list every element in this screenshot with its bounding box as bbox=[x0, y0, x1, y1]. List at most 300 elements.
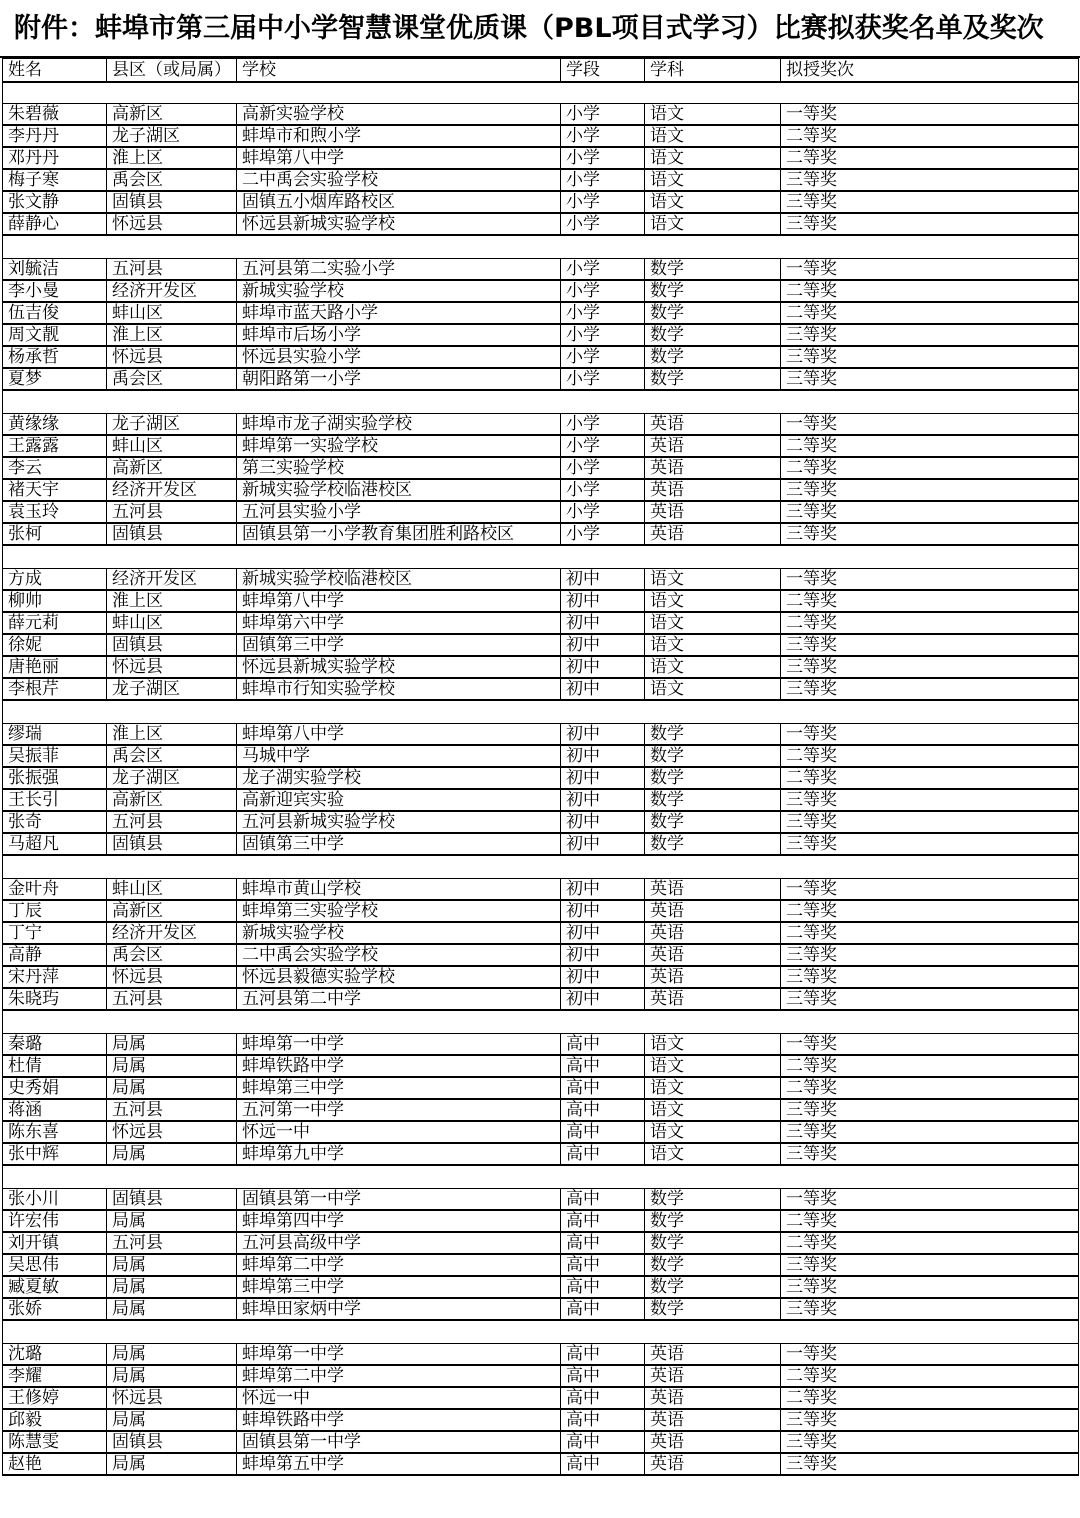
cell-award: 三等奖 bbox=[781, 634, 1079, 656]
cell-award: 三等奖 bbox=[781, 1276, 1079, 1298]
table-row bbox=[3, 302, 1079, 324]
cell-stage: 初中 bbox=[561, 879, 645, 901]
cell-subject: 数学 bbox=[645, 324, 781, 346]
spacer-cell bbox=[107, 855, 237, 879]
cell-name: 秦璐 bbox=[3, 1034, 107, 1056]
cell-district: 固镇县 bbox=[107, 1189, 237, 1211]
cell-district: 固镇县 bbox=[107, 1431, 237, 1453]
table-row bbox=[3, 1099, 1079, 1121]
spacer-cell bbox=[3, 82, 107, 104]
group-spacer-row bbox=[3, 1320, 1079, 1344]
cell-subject: 数学 bbox=[645, 259, 781, 281]
cell-subject: 数学 bbox=[645, 368, 781, 390]
cell-district: 经济开发区 bbox=[107, 922, 237, 944]
spacer-cell bbox=[561, 1165, 645, 1189]
cell-stage: 初中 bbox=[561, 767, 645, 789]
cell-district: 局属 bbox=[107, 1298, 237, 1320]
cell-district: 经济开发区 bbox=[107, 569, 237, 591]
cell-stage: 高中 bbox=[561, 1077, 645, 1099]
cell-stage: 高中 bbox=[561, 1254, 645, 1276]
cell-subject: 语文 bbox=[645, 169, 781, 191]
group-spacer-row bbox=[3, 390, 1079, 414]
header-award: 拟授奖次 bbox=[781, 59, 1079, 83]
table-row bbox=[3, 1365, 1079, 1387]
cell-subject: 数学 bbox=[645, 1189, 781, 1211]
spacer-cell bbox=[781, 700, 1079, 724]
cell-district: 局属 bbox=[107, 1276, 237, 1298]
cell-school: 新城实验学校临港校区 bbox=[237, 479, 561, 501]
cell-name: 陈东喜 bbox=[3, 1121, 107, 1143]
cell-school: 怀远县实验小学 bbox=[237, 346, 561, 368]
cell-stage: 初中 bbox=[561, 833, 645, 855]
spacer-cell bbox=[237, 1320, 561, 1344]
cell-school: 蚌埠市龙子湖实验学校 bbox=[237, 414, 561, 436]
table-row bbox=[3, 1189, 1079, 1211]
cell-award: 三等奖 bbox=[781, 368, 1079, 390]
cell-district: 高新区 bbox=[107, 789, 237, 811]
cell-subject: 英语 bbox=[645, 457, 781, 479]
cell-name: 张奇 bbox=[3, 811, 107, 833]
cell-subject: 英语 bbox=[645, 988, 781, 1010]
spacer-cell bbox=[3, 700, 107, 724]
cell-award: 二等奖 bbox=[781, 302, 1079, 324]
cell-subject: 英语 bbox=[645, 1431, 781, 1453]
spacer-cell bbox=[781, 1320, 1079, 1344]
table-row bbox=[3, 724, 1079, 746]
cell-stage: 高中 bbox=[561, 1431, 645, 1453]
awards-table-body bbox=[3, 59, 1079, 1476]
cell-district: 龙子湖区 bbox=[107, 125, 237, 147]
table-row bbox=[3, 1431, 1079, 1453]
cell-subject: 英语 bbox=[645, 523, 781, 545]
cell-district: 局属 bbox=[107, 1077, 237, 1099]
spacer-cell bbox=[561, 390, 645, 414]
cell-stage: 小学 bbox=[561, 213, 645, 235]
cell-district: 五河县 bbox=[107, 501, 237, 523]
cell-subject: 英语 bbox=[645, 414, 781, 436]
spacer-cell bbox=[781, 1165, 1079, 1189]
cell-award: 一等奖 bbox=[781, 724, 1079, 746]
cell-district: 局属 bbox=[107, 1344, 237, 1366]
cell-stage: 小学 bbox=[561, 479, 645, 501]
cell-stage: 高中 bbox=[561, 1143, 645, 1165]
cell-name: 王修婷 bbox=[3, 1387, 107, 1409]
cell-subject: 语文 bbox=[645, 191, 781, 213]
cell-school: 蚌埠田家炳中学 bbox=[237, 1298, 561, 1320]
cell-district: 高新区 bbox=[107, 457, 237, 479]
spacer-cell bbox=[107, 545, 237, 569]
spacer-cell bbox=[781, 1010, 1079, 1034]
cell-award: 三等奖 bbox=[781, 324, 1079, 346]
table-row bbox=[3, 169, 1079, 191]
cell-subject: 数学 bbox=[645, 302, 781, 324]
cell-district: 局属 bbox=[107, 1055, 237, 1077]
spacer-cell bbox=[645, 700, 781, 724]
cell-stage: 小学 bbox=[561, 346, 645, 368]
cell-award: 三等奖 bbox=[781, 988, 1079, 1010]
cell-name: 吴思伟 bbox=[3, 1254, 107, 1276]
spacer-cell bbox=[781, 82, 1079, 104]
spacer-cell bbox=[781, 235, 1079, 259]
cell-school: 新城实验学校 bbox=[237, 922, 561, 944]
cell-school: 五河第一中学 bbox=[237, 1099, 561, 1121]
cell-school: 蚌埠第八中学 bbox=[237, 590, 561, 612]
cell-name: 王长引 bbox=[3, 789, 107, 811]
cell-school: 二中禹会实验学校 bbox=[237, 169, 561, 191]
cell-school: 蚌埠市黄山学校 bbox=[237, 879, 561, 901]
cell-district: 局属 bbox=[107, 1254, 237, 1276]
cell-award: 三等奖 bbox=[781, 833, 1079, 855]
cell-school: 五河县高级中学 bbox=[237, 1232, 561, 1254]
cell-stage: 高中 bbox=[561, 1365, 645, 1387]
cell-district: 五河县 bbox=[107, 1099, 237, 1121]
table-row bbox=[3, 988, 1079, 1010]
cell-stage: 初中 bbox=[561, 678, 645, 700]
table-row bbox=[3, 147, 1079, 169]
cell-district: 高新区 bbox=[107, 900, 237, 922]
cell-stage: 初中 bbox=[561, 922, 645, 944]
cell-school: 蚌埠市和煦小学 bbox=[237, 125, 561, 147]
cell-name: 缪瑞 bbox=[3, 724, 107, 746]
cell-stage: 初中 bbox=[561, 811, 645, 833]
cell-award: 二等奖 bbox=[781, 435, 1079, 457]
cell-subject: 英语 bbox=[645, 1387, 781, 1409]
cell-school: 龙子湖实验学校 bbox=[237, 767, 561, 789]
cell-award: 三等奖 bbox=[781, 1453, 1079, 1475]
table-row bbox=[3, 789, 1079, 811]
cell-name: 许宏伟 bbox=[3, 1210, 107, 1232]
cell-subject: 英语 bbox=[645, 922, 781, 944]
spacer-cell bbox=[781, 390, 1079, 414]
cell-district: 龙子湖区 bbox=[107, 678, 237, 700]
cell-district: 怀远县 bbox=[107, 1121, 237, 1143]
cell-subject: 语文 bbox=[645, 590, 781, 612]
cell-subject: 语文 bbox=[645, 1099, 781, 1121]
cell-award: 一等奖 bbox=[781, 414, 1079, 436]
cell-subject: 英语 bbox=[645, 479, 781, 501]
cell-name: 朱晓玙 bbox=[3, 988, 107, 1010]
cell-school: 蚌埠第九中学 bbox=[237, 1143, 561, 1165]
cell-name: 张柯 bbox=[3, 523, 107, 545]
cell-name: 梅子寒 bbox=[3, 169, 107, 191]
cell-subject: 语文 bbox=[645, 656, 781, 678]
spacer-cell bbox=[237, 1165, 561, 1189]
spacer-cell bbox=[3, 235, 107, 259]
cell-school: 二中禹会实验学校 bbox=[237, 944, 561, 966]
header-school: 学校 bbox=[237, 59, 561, 83]
spacer-cell bbox=[237, 235, 561, 259]
cell-district: 蚌山区 bbox=[107, 302, 237, 324]
spacer-cell bbox=[237, 1010, 561, 1034]
spacer-cell bbox=[781, 545, 1079, 569]
cell-subject: 英语 bbox=[645, 435, 781, 457]
table-row bbox=[3, 678, 1079, 700]
spacer-cell bbox=[645, 1010, 781, 1034]
cell-award: 一等奖 bbox=[781, 1189, 1079, 1211]
cell-district: 怀远县 bbox=[107, 966, 237, 988]
cell-subject: 数学 bbox=[645, 833, 781, 855]
cell-award: 三等奖 bbox=[781, 346, 1079, 368]
cell-name: 张小川 bbox=[3, 1189, 107, 1211]
group-spacer-row bbox=[3, 235, 1079, 259]
table-row bbox=[3, 1034, 1079, 1056]
cell-name: 杜倩 bbox=[3, 1055, 107, 1077]
cell-district: 禹会区 bbox=[107, 745, 237, 767]
cell-district: 龙子湖区 bbox=[107, 767, 237, 789]
cell-subject: 数学 bbox=[645, 1254, 781, 1276]
table-row bbox=[3, 104, 1079, 126]
cell-stage: 初中 bbox=[561, 944, 645, 966]
cell-award: 三等奖 bbox=[781, 1099, 1079, 1121]
table-row bbox=[3, 259, 1079, 281]
table-row bbox=[3, 414, 1079, 436]
cell-stage: 初中 bbox=[561, 745, 645, 767]
cell-award: 二等奖 bbox=[781, 125, 1079, 147]
cell-stage: 初中 bbox=[561, 900, 645, 922]
spacer-cell bbox=[107, 1165, 237, 1189]
group-spacer-row bbox=[3, 855, 1079, 879]
cell-award: 一等奖 bbox=[781, 879, 1079, 901]
cell-stage: 初中 bbox=[561, 612, 645, 634]
cell-stage: 小学 bbox=[561, 414, 645, 436]
cell-name: 刘开镇 bbox=[3, 1232, 107, 1254]
cell-name: 沈璐 bbox=[3, 1344, 107, 1366]
cell-name: 刘毓洁 bbox=[3, 259, 107, 281]
spacer-cell bbox=[561, 1010, 645, 1034]
spacer-cell bbox=[561, 235, 645, 259]
cell-district: 五河县 bbox=[107, 1232, 237, 1254]
cell-subject: 语文 bbox=[645, 678, 781, 700]
cell-name: 朱碧薇 bbox=[3, 104, 107, 126]
cell-award: 一等奖 bbox=[781, 104, 1079, 126]
header-subject: 学科 bbox=[645, 59, 781, 83]
cell-subject: 英语 bbox=[645, 944, 781, 966]
cell-school: 蚌埠第八中学 bbox=[237, 724, 561, 746]
table-row bbox=[3, 879, 1079, 901]
cell-name: 王露露 bbox=[3, 435, 107, 457]
cell-school: 蚌埠第四中学 bbox=[237, 1210, 561, 1232]
header-district: 县区（或局属） bbox=[107, 59, 237, 83]
cell-district: 经济开发区 bbox=[107, 479, 237, 501]
cell-name: 伍吉俊 bbox=[3, 302, 107, 324]
cell-stage: 小学 bbox=[561, 169, 645, 191]
cell-school: 怀远一中 bbox=[237, 1387, 561, 1409]
cell-stage: 高中 bbox=[561, 1034, 645, 1056]
cell-district: 固镇县 bbox=[107, 191, 237, 213]
cell-subject: 数学 bbox=[645, 745, 781, 767]
cell-subject: 数学 bbox=[645, 724, 781, 746]
cell-award: 二等奖 bbox=[781, 900, 1079, 922]
cell-stage: 高中 bbox=[561, 1232, 645, 1254]
cell-district: 淮上区 bbox=[107, 590, 237, 612]
cell-subject: 英语 bbox=[645, 1409, 781, 1431]
spacer-cell bbox=[561, 82, 645, 104]
cell-award: 二等奖 bbox=[781, 1077, 1079, 1099]
cell-name: 黄缘缘 bbox=[3, 414, 107, 436]
cell-school: 蚌埠第六中学 bbox=[237, 612, 561, 634]
spacer-cell bbox=[645, 545, 781, 569]
cell-district: 怀远县 bbox=[107, 656, 237, 678]
cell-name: 薛元莉 bbox=[3, 612, 107, 634]
cell-subject: 语文 bbox=[645, 1077, 781, 1099]
cell-district: 局属 bbox=[107, 1210, 237, 1232]
cell-school: 蚌埠铁路中学 bbox=[237, 1409, 561, 1431]
cell-name: 臧夏敏 bbox=[3, 1276, 107, 1298]
table-header-row bbox=[3, 59, 1079, 83]
cell-name: 陈慧雯 bbox=[3, 1431, 107, 1453]
cell-school: 蚌埠第二中学 bbox=[237, 1365, 561, 1387]
spacer-cell bbox=[645, 1165, 781, 1189]
table-row bbox=[3, 1210, 1079, 1232]
cell-name: 杨承哲 bbox=[3, 346, 107, 368]
table-row bbox=[3, 324, 1079, 346]
cell-school: 怀远县新城实验学校 bbox=[237, 213, 561, 235]
cell-stage: 初中 bbox=[561, 656, 645, 678]
cell-subject: 英语 bbox=[645, 1344, 781, 1366]
cell-subject: 语文 bbox=[645, 104, 781, 126]
cell-subject: 数学 bbox=[645, 767, 781, 789]
cell-name: 薛静心 bbox=[3, 213, 107, 235]
cell-district: 淮上区 bbox=[107, 724, 237, 746]
cell-name: 唐艳丽 bbox=[3, 656, 107, 678]
cell-subject: 语文 bbox=[645, 147, 781, 169]
cell-stage: 小学 bbox=[561, 125, 645, 147]
cell-district: 局属 bbox=[107, 1453, 237, 1475]
cell-award: 二等奖 bbox=[781, 1232, 1079, 1254]
cell-subject: 语文 bbox=[645, 1143, 781, 1165]
cell-subject: 语文 bbox=[645, 125, 781, 147]
cell-district: 局属 bbox=[107, 1365, 237, 1387]
spacer-cell bbox=[237, 855, 561, 879]
cell-award: 三等奖 bbox=[781, 1143, 1079, 1165]
awards-table bbox=[2, 58, 1079, 1476]
cell-district: 固镇县 bbox=[107, 833, 237, 855]
cell-school: 五河县第二实验小学 bbox=[237, 259, 561, 281]
cell-district: 蚌山区 bbox=[107, 879, 237, 901]
cell-school: 蚌埠第一中学 bbox=[237, 1034, 561, 1056]
cell-school: 固镇县第一小学教育集团胜利路校区 bbox=[237, 523, 561, 545]
cell-name: 李耀 bbox=[3, 1365, 107, 1387]
spacer-cell bbox=[3, 1010, 107, 1034]
cell-school: 怀远县毅德实验学校 bbox=[237, 966, 561, 988]
cell-award: 二等奖 bbox=[781, 745, 1079, 767]
cell-school: 高新迎宾实验 bbox=[237, 789, 561, 811]
cell-district: 禹会区 bbox=[107, 944, 237, 966]
cell-award: 三等奖 bbox=[781, 1409, 1079, 1431]
cell-stage: 小学 bbox=[561, 259, 645, 281]
cell-stage: 高中 bbox=[561, 1099, 645, 1121]
cell-award: 三等奖 bbox=[781, 656, 1079, 678]
cell-award: 一等奖 bbox=[781, 1344, 1079, 1366]
cell-school: 蚌埠第二中学 bbox=[237, 1254, 561, 1276]
table-row bbox=[3, 1077, 1079, 1099]
cell-stage: 高中 bbox=[561, 1409, 645, 1431]
cell-award: 二等奖 bbox=[781, 147, 1079, 169]
table-row bbox=[3, 213, 1079, 235]
table-row bbox=[3, 745, 1079, 767]
cell-name: 赵艳 bbox=[3, 1453, 107, 1475]
cell-name: 夏梦 bbox=[3, 368, 107, 390]
cell-award: 三等奖 bbox=[781, 169, 1079, 191]
cell-district: 怀远县 bbox=[107, 1387, 237, 1409]
cell-subject: 数学 bbox=[645, 811, 781, 833]
cell-district: 经济开发区 bbox=[107, 280, 237, 302]
group-spacer-row bbox=[3, 1010, 1079, 1034]
cell-school: 怀远一中 bbox=[237, 1121, 561, 1143]
table-row bbox=[3, 966, 1079, 988]
cell-subject: 语文 bbox=[645, 1034, 781, 1056]
cell-name: 柳帅 bbox=[3, 590, 107, 612]
cell-subject: 数学 bbox=[645, 1232, 781, 1254]
table-row bbox=[3, 634, 1079, 656]
cell-subject: 语文 bbox=[645, 1121, 781, 1143]
cell-school: 五河县新城实验学校 bbox=[237, 811, 561, 833]
cell-district: 固镇县 bbox=[107, 523, 237, 545]
spacer-cell bbox=[107, 82, 237, 104]
cell-award: 三等奖 bbox=[781, 1431, 1079, 1453]
document-title: 附件：蚌埠市第三届中小学智慧课堂优质课（PBL项目式学习）比赛拟获奖名单及奖次 bbox=[0, 0, 1080, 58]
table-row bbox=[3, 523, 1079, 545]
spacer-cell bbox=[107, 700, 237, 724]
cell-district: 五河县 bbox=[107, 811, 237, 833]
cell-award: 二等奖 bbox=[781, 1055, 1079, 1077]
table-row bbox=[3, 457, 1079, 479]
table-row bbox=[3, 1254, 1079, 1276]
cell-subject: 语文 bbox=[645, 1055, 781, 1077]
cell-stage: 小学 bbox=[561, 368, 645, 390]
cell-district: 局属 bbox=[107, 1143, 237, 1165]
table-row bbox=[3, 1387, 1079, 1409]
spacer-cell bbox=[561, 545, 645, 569]
cell-award: 二等奖 bbox=[781, 767, 1079, 789]
cell-award: 三等奖 bbox=[781, 213, 1079, 235]
cell-school: 蚌埠第三中学 bbox=[237, 1276, 561, 1298]
spacer-cell bbox=[237, 390, 561, 414]
cell-stage: 初中 bbox=[561, 590, 645, 612]
table-row bbox=[3, 1298, 1079, 1320]
spacer-cell bbox=[3, 1165, 107, 1189]
cell-award: 二等奖 bbox=[781, 457, 1079, 479]
cell-name: 邓丹丹 bbox=[3, 147, 107, 169]
table-row bbox=[3, 569, 1079, 591]
cell-name: 李小曼 bbox=[3, 280, 107, 302]
table-row bbox=[3, 125, 1079, 147]
table-row bbox=[3, 1276, 1079, 1298]
cell-stage: 小学 bbox=[561, 523, 645, 545]
cell-award: 二等奖 bbox=[781, 1210, 1079, 1232]
cell-award: 一等奖 bbox=[781, 569, 1079, 591]
cell-name: 丁辰 bbox=[3, 900, 107, 922]
cell-name: 袁玉玲 bbox=[3, 501, 107, 523]
table-row bbox=[3, 1121, 1079, 1143]
spacer-cell bbox=[237, 82, 561, 104]
table-row bbox=[3, 656, 1079, 678]
cell-school: 蚌埠市蓝天路小学 bbox=[237, 302, 561, 324]
cell-award: 三等奖 bbox=[781, 789, 1079, 811]
cell-name: 李云 bbox=[3, 457, 107, 479]
cell-district: 局属 bbox=[107, 1034, 237, 1056]
table-row bbox=[3, 479, 1079, 501]
cell-award: 三等奖 bbox=[781, 1121, 1079, 1143]
header-stage: 学段 bbox=[561, 59, 645, 83]
cell-stage: 初中 bbox=[561, 966, 645, 988]
cell-district: 五河县 bbox=[107, 988, 237, 1010]
cell-school: 固镇第三中学 bbox=[237, 833, 561, 855]
cell-school: 固镇县第一中学 bbox=[237, 1431, 561, 1453]
group-spacer-row bbox=[3, 1165, 1079, 1189]
cell-stage: 小学 bbox=[561, 501, 645, 523]
cell-award: 三等奖 bbox=[781, 191, 1079, 213]
